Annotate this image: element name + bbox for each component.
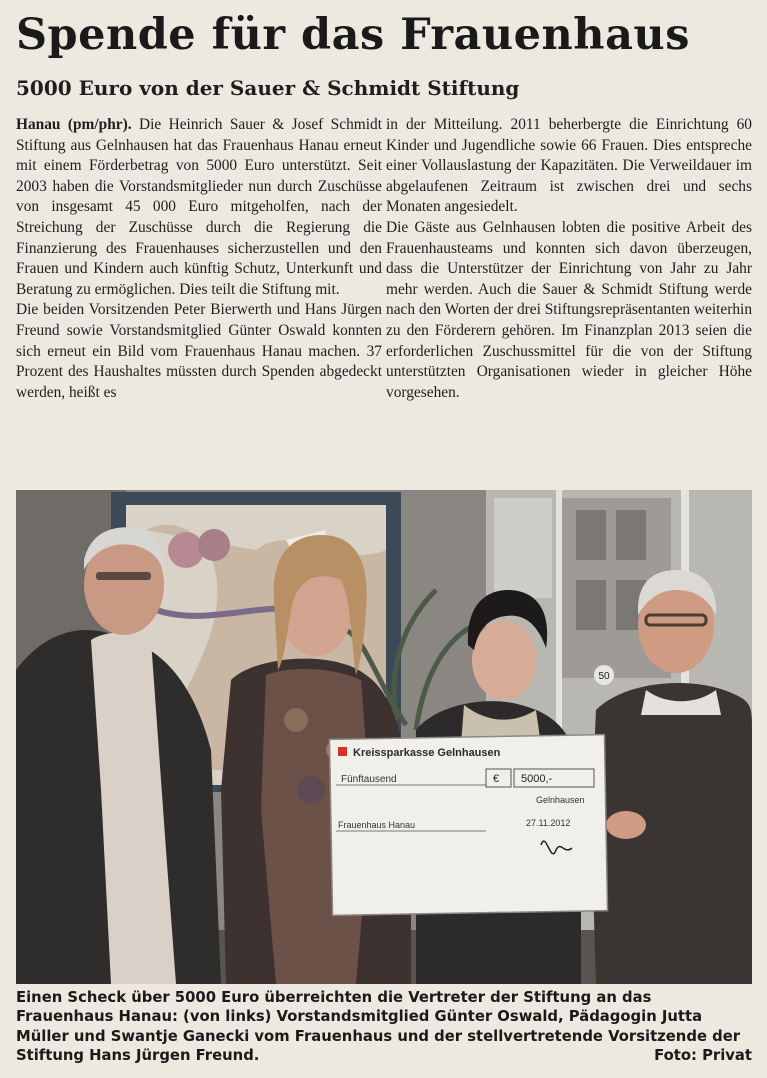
- article-column-left: [16, 115, 382, 475]
- article-column-right: [386, 115, 752, 475]
- photo-caption: [16, 988, 752, 1066]
- cheque: [329, 735, 607, 916]
- cheque-bank: Kreissparkasse Gelnhausen: [353, 747, 501, 759]
- paragraph-text: Die Heinrich Sauer & Josef Schmidt Stiftung aus Gelnhausen hat das Frauenhaus Hanau erneut mit einem Förderbetrag von 5000 Euro unterstützt. Seit 2003 haben die Vorstandsmitglieder nun durch Zuschüsse von insgesamt 45 000 Euro mitgeholfen, nach der Streichung der Zuschüsse durch die Regierung die Finanzierung des Frauenhauses sicherzustellen und den Frauen und Kindern auch künftig Schutz, Unterkunft und Beratung zu ermöglichen. Dies teilt die Stiftung mit.: [16, 116, 382, 298]
- dateline: Hanau (pm/phr).: [16, 116, 132, 133]
- article-headline: Spende für das Frauenhaus: [16, 10, 690, 60]
- article-photo: [16, 490, 752, 984]
- street-sign-text: 50: [598, 671, 610, 682]
- article-body: [16, 115, 752, 475]
- cheque-amount-words: Fünftausend: [341, 774, 397, 785]
- cheque-place: Gelnhausen: [536, 795, 585, 805]
- photo-scene: [16, 490, 752, 984]
- article-paragraph: [16, 115, 382, 300]
- article-paragraph: Die Gäste aus Gelnhausen lobten die positive Arbeit des Frauenhausteams und konnten sich davon überzeugen, dass die Unterstützer der Einrichtung von Jahr zu Jahr mehr werden. Auch die Sauer & Schmidt Stiftung werde nach den Worten der drei Stiftungsrepräsentanten weiterhin zu den Förderern gehören. Im Finanzplan 2013 seien die erforderlichen Zuschussmittel für die von der Stiftung unterstützten Organisationen wieder in gleicher Höhe vorgesehen.: [386, 218, 753, 401]
- cheque-amount: 5000,-: [521, 773, 553, 785]
- article-subheadline: 5000 Euro von der Sauer & Schmidt Stiftung: [16, 76, 520, 100]
- cheque-payee: Frauenhaus Hanau: [338, 820, 416, 830]
- article-paragraph: in der Mitteilung. 2011 beherbergte die Einrichtung 60 Kinder und Jugendliche sowie 66 Frauen. Dies entspreche einer Vollauslastung der Kapazitäten. Die Verweildauer im abgelaufenen Zeitraum ist zwischen drei und sechs Monaten angesiedelt.: [386, 116, 752, 216]
- cheque-date: 27.11.2012: [526, 818, 571, 828]
- article-paragraph: Die beiden Vorsitzenden Peter Bierwerth und Hans Jürgen Freund sowie Vorstandsmitglied Günter Oswald konnten sich erneut ein Bild vom Frauenhaus Hanau machen. 37 Prozent des Haushaltes müssten durch Spenden abgedeckt werden, heißt es: [16, 301, 382, 401]
- photo-credit: Foto: Privat: [654, 1047, 752, 1065]
- cheque-currency: €: [493, 773, 500, 785]
- caption-text: Einen Scheck über 5000 Euro überreichten die Vertreter der Stiftung an das Frauenhaus Hanau: (von links) Vorstandsmitglied Günter Oswald, Pädagogin Jutta Müller und Swantje Ganecki vom Frauenhaus und der stellvertretende Vorsitzende der Stiftung Hans Jürgen Freund.: [16, 989, 741, 1065]
